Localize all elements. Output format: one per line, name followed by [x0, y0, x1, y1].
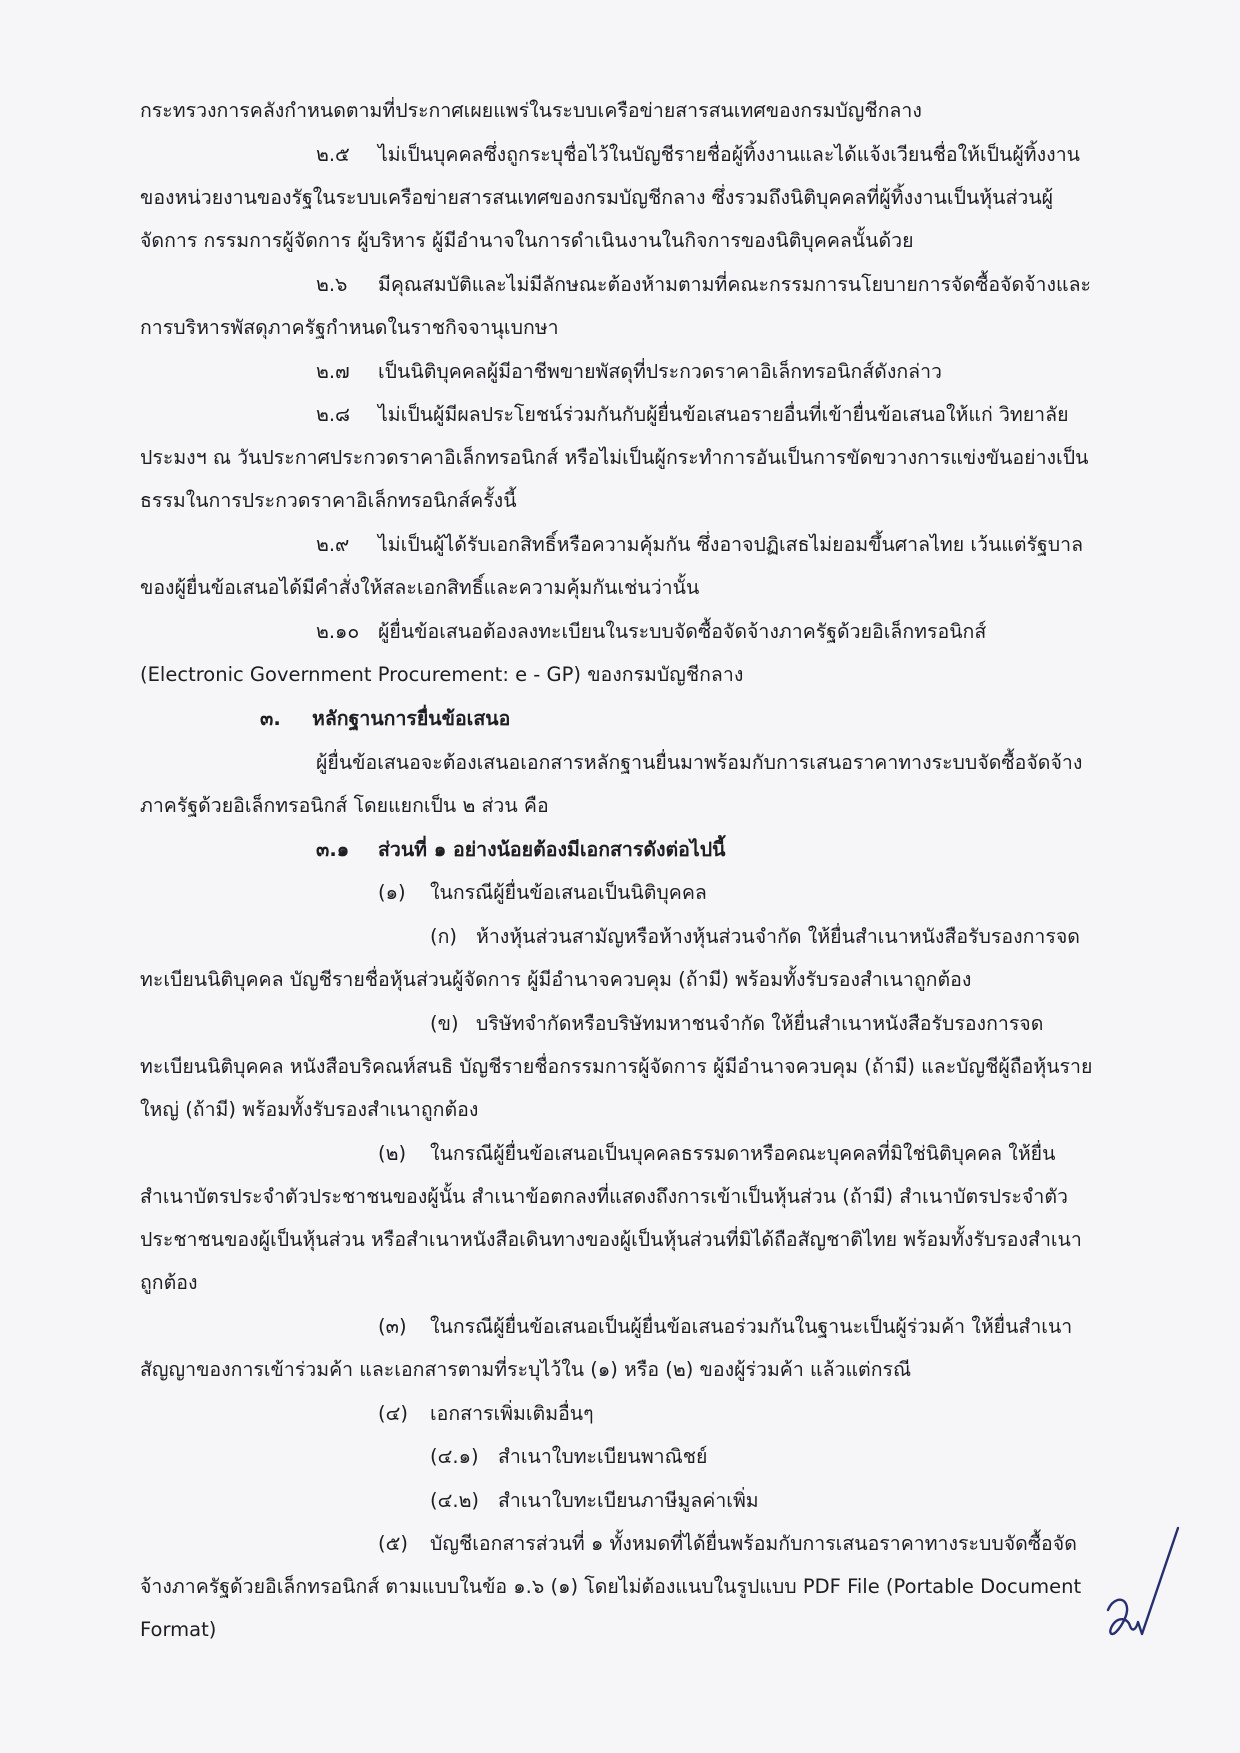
item-number: (๑) — [378, 881, 406, 904]
item-number: (ข) — [430, 1012, 459, 1035]
clause-number: ๒.๖ — [316, 273, 348, 296]
text-line: ประชาชนของผู้เป็นหุ้นส่วน หรือสำเนาหนังสือเดินทางของผู้เป็นหุ้นส่วนที่มิได้ถือสัญชาติไทย พร้อมทั้งรับรองสำเนา — [140, 1228, 1082, 1251]
item-number: (๔.๑) — [430, 1445, 479, 1468]
text-line: จัดการ กรรมการผู้จัดการ ผู้บริหาร ผู้มีอำนาจในการดำเนินงานในกิจการของนิติบุคคลนั้นด้วย — [140, 229, 914, 252]
clause-3-1-heading: ๓.๑ ส่วนที่ ๑ อย่างน้อยต้องมีเอกสารดังต่อไปนี้ — [316, 838, 726, 861]
clause-2-8: ๒.๘ ไม่เป็นผู้มีผลประโยชน์ร่วมกันกับผู้ยื่นข้อเสนอรายอื่นที่เข้ายื่นข้อเสนอให้แก่ วิทยาลัย — [316, 403, 1069, 426]
text-line: ใหญ่ (ถ้ามี) พร้อมทั้งรับรองสำเนาถูกต้อง — [140, 1098, 479, 1121]
item-number: (๓) — [378, 1315, 407, 1338]
item-1: (๑) ในกรณีผู้ยื่นข้อเสนอเป็นนิติบุคคล — [378, 881, 707, 904]
section-3-heading: ๓. หลักฐานการยื่นข้อเสนอ — [260, 707, 511, 730]
text-line: จ้างภาครัฐด้วยอิเล็กทรอนิกส์ ตามแบบในข้อ ๑.๖ (๑) โดยไม่ต้องแนบในรูปแบบ PDF File (Portable Document — [140, 1575, 1082, 1598]
clause-number: ๓.๑ — [316, 838, 350, 861]
clause-2-5: ๒.๕ ไม่เป็นบุคคลซึ่งถูกระบุชื่อไว้ในบัญชีรายชื่อผู้ทิ้งงานและได้แจ้งเวียนชื่อให้เป็นผู้ทิ้งงาน — [316, 143, 1080, 166]
item-2: (๒) ในกรณีผู้ยื่นข้อเสนอเป็นบุคคลธรรมดาหรือคณะบุคคลที่มิใช่นิติบุคคล ให้ยื่น — [378, 1142, 1056, 1165]
item-4: (๔) เอกสารเพิ่มเติมอื่นๆ — [378, 1402, 594, 1425]
text-line: ประมงฯ ณ วันประกาศประกวดราคาอิเล็กทรอนิกส์ หรือไม่เป็นผู้กระทำการอันเป็นการขัดขวางการแข่งขันอย่างเป็น — [140, 446, 1089, 469]
item-number: (๕) — [378, 1532, 408, 1555]
item-number: (ก) — [430, 925, 458, 948]
text-line: (Electronic Government Procurement: e - GP) ของกรมบัญชีกลาง — [140, 663, 744, 686]
clause-2-9: ๒.๙ ไม่เป็นผู้ได้รับเอกสิทธิ์หรือความคุ้มกัน ซึ่งอาจปฏิเสธไม่ยอมขึ้นศาลไทย เว้นแต่รัฐบาล — [316, 533, 1084, 556]
section-number: ๓. — [260, 707, 281, 730]
item-5: (๕) บัญชีเอกสารส่วนที่ ๑ ทั้งหมดที่ได้ยื่นพร้อมกับการเสนอราคาทางระบบจัดซื้อจัด — [378, 1532, 1077, 1555]
text-line: สัญญาของการเข้าร่วมค้า และเอกสารตามที่ระบุไว้ใน (๑) หรือ (๒) ของผู้ร่วมค้า แล้วแต่กรณี — [140, 1358, 912, 1381]
text-line: ทะเบียนนิติบุคคล บัญชีรายชื่อหุ้นส่วนผู้จัดการ ผู้มีอำนาจควบคุม (ถ้ามี) พร้อมทั้งรับรองสำเนาถูกต้อง — [140, 968, 972, 991]
clause-2-10: ๒.๑๐ ผู้ยื่นข้อเสนอต้องลงทะเบียนในระบบจัดซื้อจัดจ้างภาครัฐด้วยอิเล็กทรอนิกส์ — [316, 620, 987, 643]
text-line: การบริหารพัสดุภาครัฐกำหนดในราชกิจจานุเบกษา — [140, 316, 559, 339]
text-line: ทะเบียนนิติบุคคล หนังสือบริคณห์สนธิ บัญชีรายชื่อกรรมการผู้จัดการ ผู้มีอำนาจควบคุม (ถ้ามี) และบัญชีผู้ถือหุ้นราย — [140, 1055, 1093, 1078]
text-line: ของหน่วยงานของรัฐในระบบเครือข่ายสารสนเทศของกรมบัญชีกลาง ซึ่งรวมถึงนิติบุคคลที่ผู้ทิ้งงานเป็นหุ้นส่วนผู้ — [140, 186, 1054, 209]
signature-initial — [1102, 1522, 1182, 1642]
item-1-ka: (ก) ห้างหุ้นส่วนสามัญหรือห้างหุ้นส่วนจำกัด ให้ยื่นสำเนาหนังสือรับรองการจด — [430, 925, 1080, 948]
text-line: ถูกต้อง — [140, 1271, 198, 1294]
clause-number: ๒.๕ — [316, 143, 350, 166]
text-line: ของผู้ยื่นข้อเสนอได้มีคำสั่งให้สละเอกสิทธิ์และความคุ้มกันเช่นว่านั้น — [140, 576, 700, 599]
clause-2-7: ๒.๗ เป็นนิติบุคคลผู้มีอาชีพขายพัสดุที่ประกวดราคาอิเล็กทรอนิกส์ดังกล่าว — [316, 360, 943, 383]
clause-2-6: ๒.๖ มีคุณสมบัติและไม่มีลักษณะต้องห้ามตามที่คณะกรรมการนโยบายการจัดซื้อจัดจ้างและ — [316, 273, 1092, 296]
item-4-2: (๔.๒) สำเนาใบทะเบียนภาษีมูลค่าเพิ่ม — [430, 1489, 759, 1512]
clause-number: ๒.๙ — [316, 533, 350, 556]
text-line: สำเนาบัตรประจำตัวประชาชนของผู้นั้น สำเนาข้อตกลงที่แสดงถึงการเข้าเป็นหุ้นส่วน (ถ้ามี) สำเนาบัตรประจำตัว — [140, 1185, 1068, 1208]
text-line: Format) — [140, 1618, 217, 1641]
item-number: (๒) — [378, 1142, 407, 1165]
item-number: (๔) — [378, 1402, 408, 1425]
text-line: กระทรวงการคลังกำหนดตามที่ประกาศเผยแพร่ในระบบเครือข่ายสารสนเทศของกรมบัญชีกลาง — [140, 99, 922, 122]
text-line: ภาครัฐด้วยอิเล็กทรอนิกส์ โดยแยกเป็น ๒ ส่วน คือ — [140, 794, 549, 817]
clause-number: ๒.๗ — [316, 360, 350, 383]
item-1-kho: (ข) บริษัทจำกัดหรือบริษัทมหาชนจำกัด ให้ยื่นสำเนาหนังสือรับรองการจด — [430, 1012, 1044, 1035]
item-4-1: (๔.๑) สำเนาใบทะเบียนพาณิชย์ — [430, 1445, 708, 1468]
clause-number: ๒.๑๐ — [316, 620, 360, 643]
text-line: ธรรมในการประกวดราคาอิเล็กทรอนิกส์ครั้งนี้ — [140, 489, 517, 512]
text-line: ผู้ยื่นข้อเสนอจะต้องเสนอเอกสารหลักฐานยื่นมาพร้อมกับการเสนอราคาทางระบบจัดซื้อจัดจ้าง — [316, 751, 1083, 774]
clause-number: ๒.๘ — [316, 403, 351, 426]
item-3: (๓) ในกรณีผู้ยื่นข้อเสนอเป็นผู้ยื่นข้อเสนอร่วมกันในฐานะเป็นผู้ร่วมค้า ให้ยื่นสำเนา — [378, 1315, 1073, 1338]
item-number: (๔.๒) — [430, 1489, 480, 1512]
